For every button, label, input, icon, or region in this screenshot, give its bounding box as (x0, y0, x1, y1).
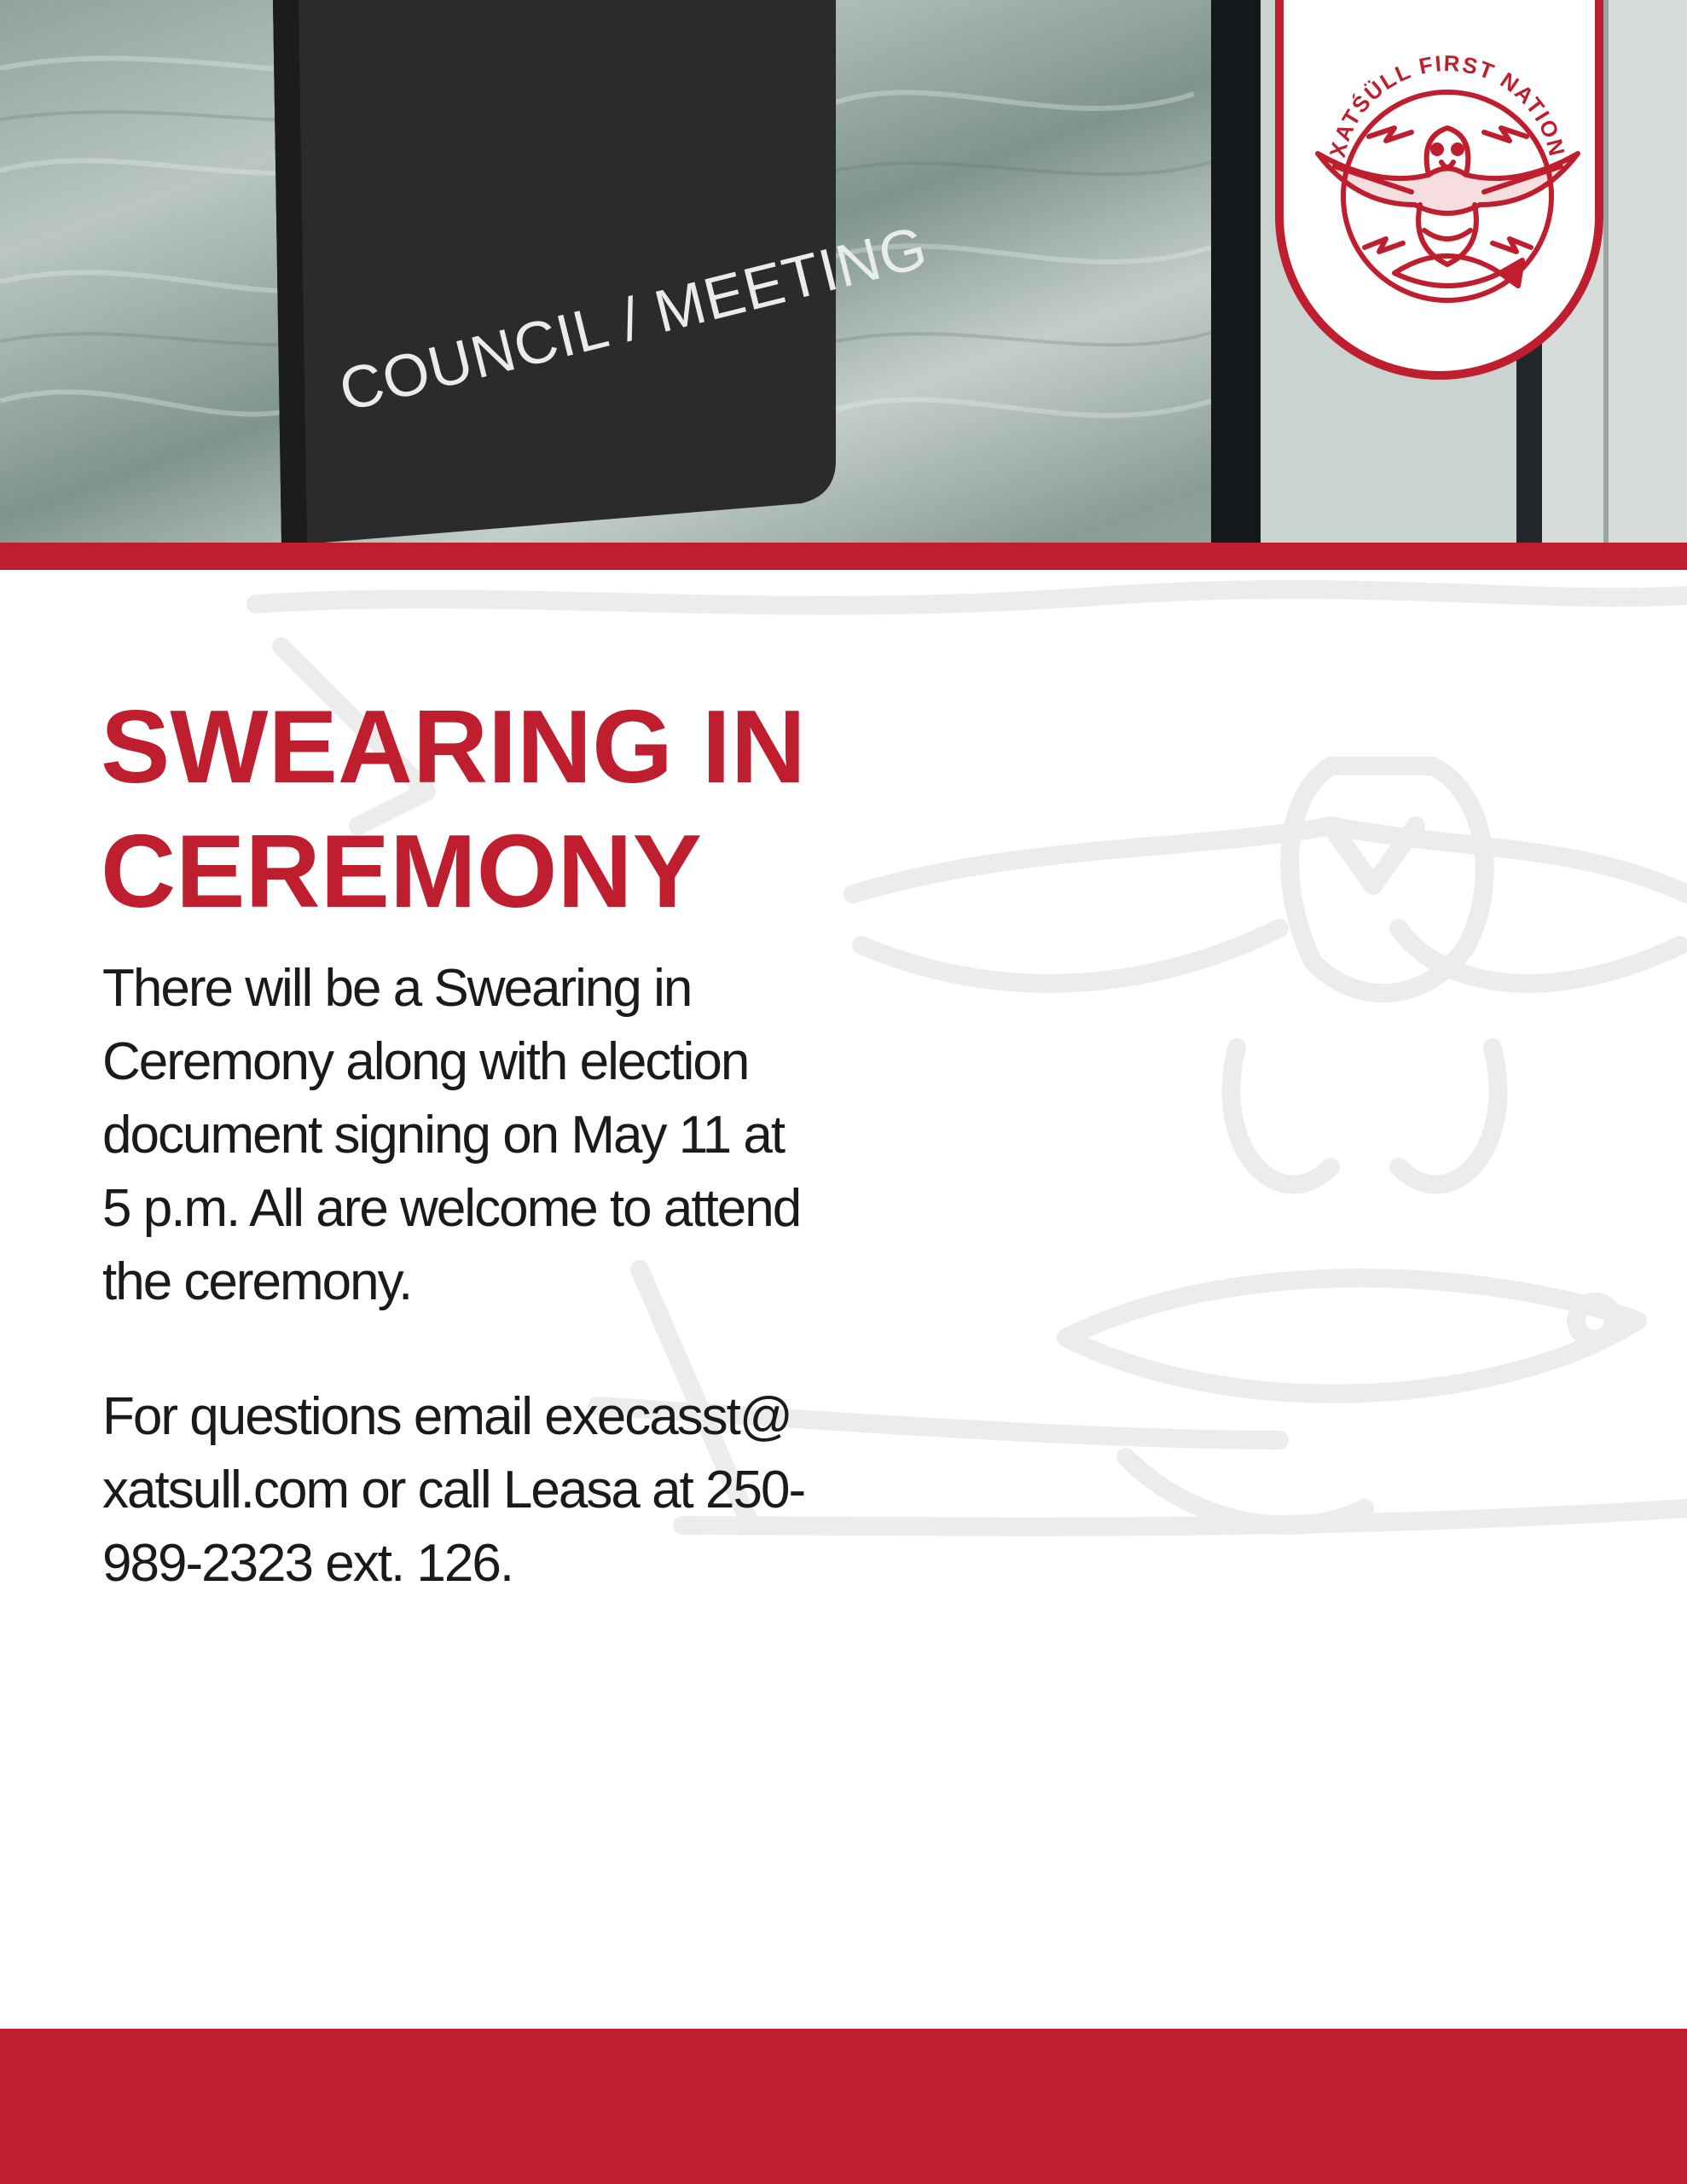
announcement-text (102, 952, 853, 1319)
contact-line: xatsull.com or call Leasa at 250- (102, 1461, 805, 1519)
contact-line: 989-2323 ext. 126. (102, 1534, 513, 1593)
title-line: CEREMONY (101, 813, 702, 929)
svg-text:XATŚÜLL FIRST NATION (1325, 50, 1570, 160)
body-line: Ceremony along with election (102, 1032, 749, 1091)
title-line: SWEARING IN (101, 688, 806, 804)
sign-text: COUNCIL / MEETING (333, 213, 934, 424)
body-line: There will be a Swearing in (102, 959, 692, 1018)
contact-info (102, 1380, 853, 1600)
footer-band (0, 2029, 1687, 2184)
body-line: document signing on May 11 at (102, 1106, 785, 1165)
crest-text: XATŚÜLL FIRST NATION (1324, 49, 1571, 160)
contact-line: For questions email execasst@ (102, 1387, 791, 1446)
red-divider (0, 543, 1687, 570)
body-line: 5 p.m. All are welcome to attend (102, 1179, 801, 1238)
page-title (101, 684, 954, 933)
crest-badge (1275, 0, 1603, 380)
body-line: the ceremony. (102, 1252, 412, 1311)
eagle-crest-icon (1284, 0, 1612, 380)
